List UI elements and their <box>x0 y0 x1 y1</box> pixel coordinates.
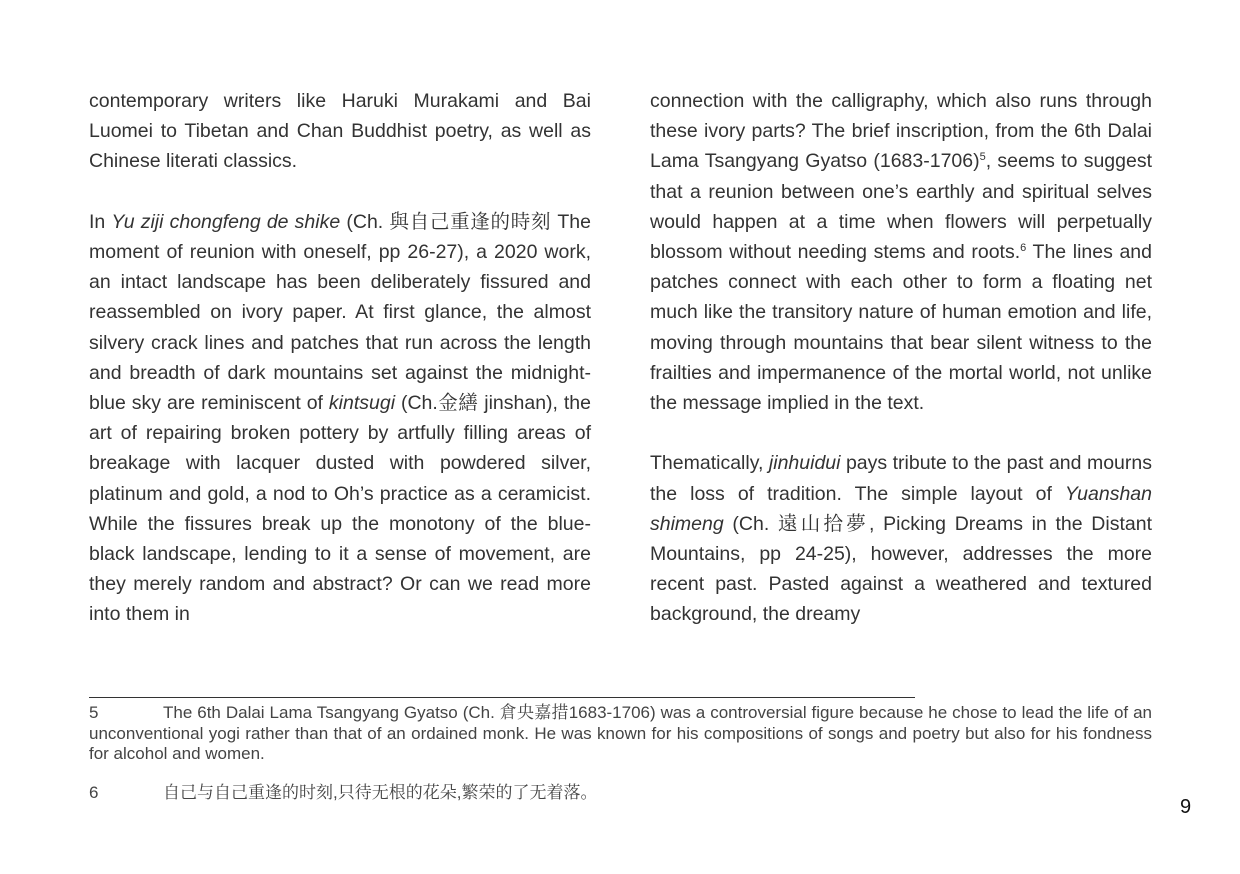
footnote-number: 6 <box>89 782 99 802</box>
page-number: 9 <box>1180 796 1192 818</box>
artwork-title: Yu ziji chongfeng de shike <box>111 210 341 233</box>
footnote-6 <box>89 783 1152 804</box>
paragraph: Thematically, jinhuidui pays tribute to the past and mourns the loss of tradition. The simple layout of Yuanshan shimeng (Ch. 遠山拾夢, Picking Dreams in the Distant Mountains, pp 24-25), however, addresses the more recent past. Pasted against a weathered and textured background, the dreamy <box>650 452 1152 626</box>
term-kintsugi: kintsugi <box>328 392 396 415</box>
footnote-5 <box>89 703 1152 765</box>
footnote-number: 5 <box>89 703 99 722</box>
term-jinhuidui: jinhuidui <box>768 452 841 475</box>
right-text-column <box>650 86 1152 630</box>
paragraph: In Yu ziji chongfeng de shike (Ch. 與自己重逢的時刻 The moment of reunion with oneself, pp 26-27), a 2020 work, an intact landscape has been deliberately fissured and reassembled on ivory paper. At first glance, the almost silvery crack lines and patches that run across the length and breadth of dark mountains set against the midnight-blue sky are reminiscent of kintsugi (Ch.金繕 jinshan), the art of repairing broken pottery by artfully filling areas of breakage with lacquer dusted with powdered silver, platinum and gold, a nod to Oh’s practice as a ceramicist. While the fissures break up the monotony of the blue-black landscape, lending to it a sense of movement, are they merely random and abstract? Or can we read more into them in <box>89 210 592 626</box>
footnote-ref-6[interactable]: 6 <box>1020 242 1027 255</box>
paragraph: contemporary writers like Haruki Murakami and Bai Luomei to Tibetan and Chan Buddhist poetry, as well as Chinese literati classics. <box>89 90 591 173</box>
footnote-text: 自己与自己重逢的时刻,只待无根的花朵,繁荣的了无着落。 <box>163 782 598 802</box>
footnotes <box>89 703 1152 803</box>
footnote-text: The 6th Dalai Lama Tsangyang Gyatso (Ch. 倉央嘉措1683-1706) was a controversial figure because he chose to lead the life of an unconventional yogi rather than that of an ordained monk. He was known for his compositions of songs and poetry but also for his fondness for alcohol and women. <box>89 703 1152 763</box>
left-text-column <box>89 86 591 630</box>
artwork-title: Yuanshan shimeng <box>650 482 1152 535</box>
footnote-divider <box>89 697 915 698</box>
footnote-ref-5[interactable]: 5 <box>979 151 986 164</box>
paragraph: connection with the calligraphy, which also runs through these ivory parts? The brief inscription, from the 6th Dalai Lama Tsangyang Gyatso (1683-1706)$^5$, seems to suggest that a reunion between one’s earthly and spiritual selves would happen at a time when flowers will perpetually blossom without needing stems and roots.$^6$ The lines and patches connect with each other to form a floating net much like the transitory nature of human emotion and life, moving through mountains that bear silent witness to the frailties and impermanence of the mortal world, not unlike the message implied in the text. <box>650 90 1152 415</box>
